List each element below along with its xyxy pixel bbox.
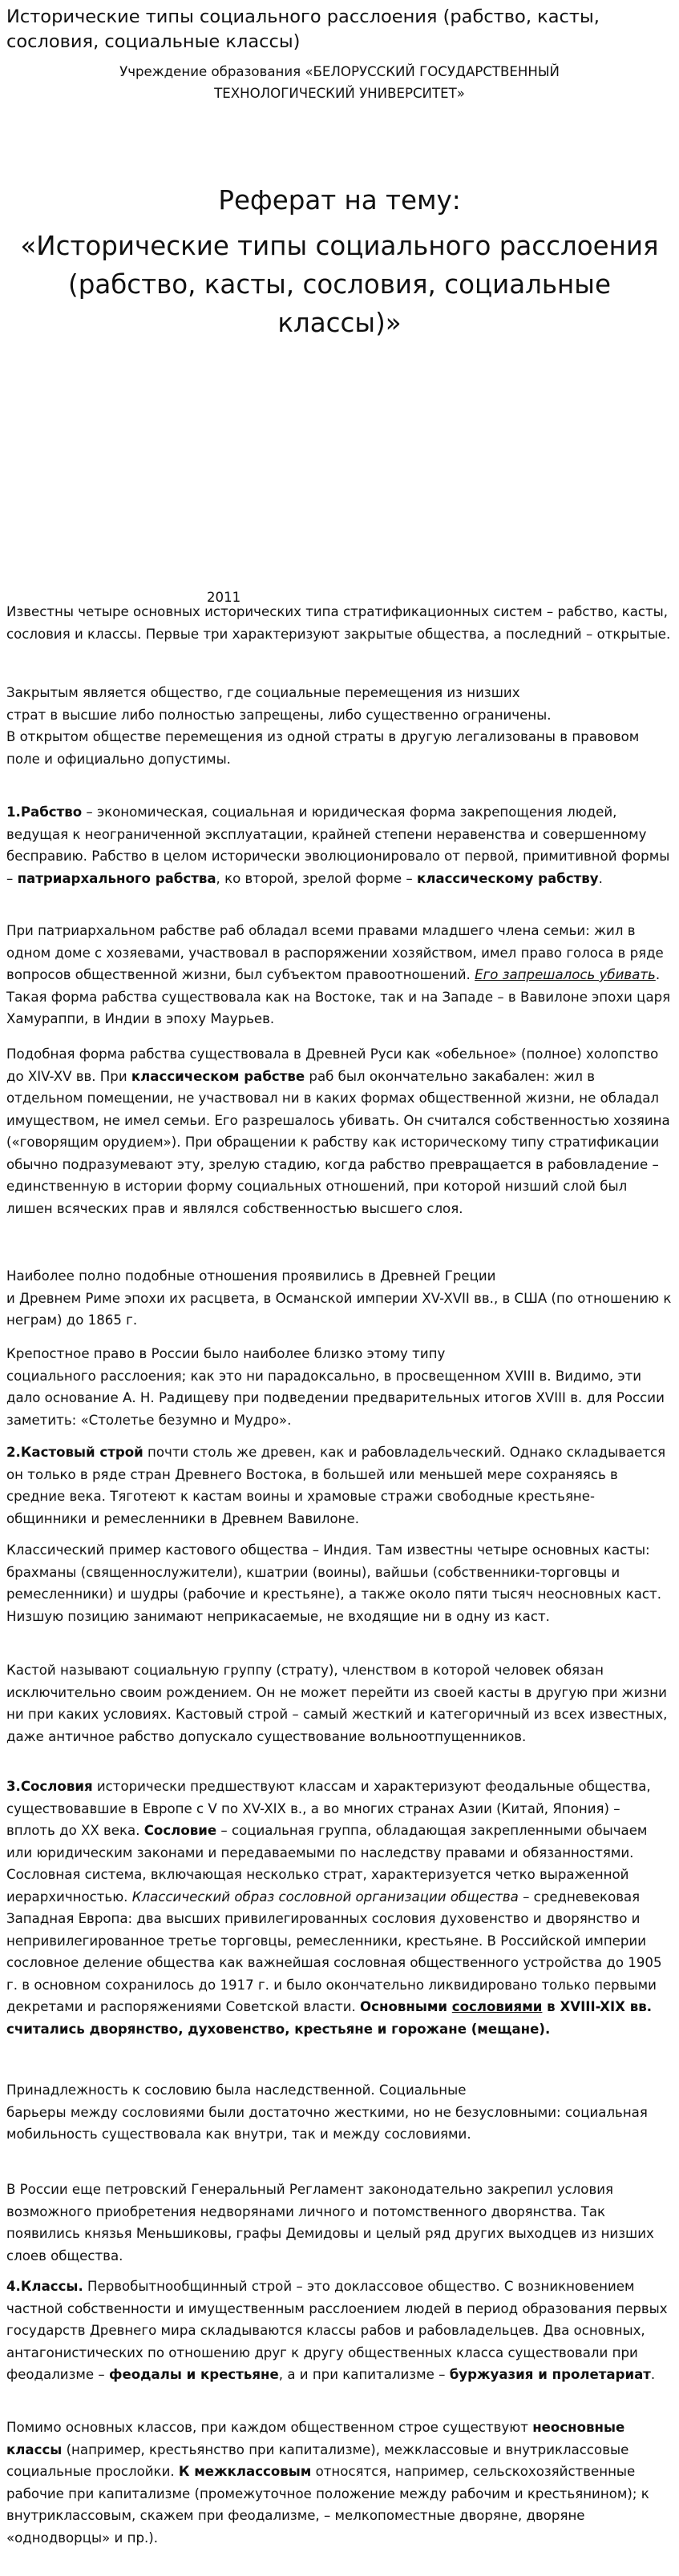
- essay-year: 2011: [207, 590, 241, 605]
- document-title: Исторические типы социального расслоения (рабство, касты, сословия, социальные классы): [6, 6, 600, 52]
- institution-line: ТЕХНОЛОГИЧЕСКИЙ УНИВЕРСИТЕТ»: [214, 86, 465, 101]
- text-span: Помимо основных классов, при каждом общественном строе существуют: [6, 2420, 533, 2435]
- paragraph-estates-heredity: [6, 2079, 672, 2146]
- section-estates-russia: [6, 2179, 672, 2267]
- section-estates-heredity: [6, 2079, 672, 2146]
- text-span: исторически предшествуют классам и характеризуют феодальные общества, существовавшие в Европе с V по XV-XIX в., а во многих странах Азии (Китай, Япония) – вплоть до XX века.: [6, 1779, 651, 1838]
- paragraph-classes-secondary: [6, 2417, 672, 2549]
- text-span: При патриархальном рабстве раб обладал всеми правами младшего члена семьи: жил в одном доме с хозяевами, участвовал в распоряжении хозяйством, имел право голоса в ряде вопросов общественной жизни, был субъектом правоотношений.: [6, 923, 664, 982]
- emphasis: в XVIII-XIX вв. считались дворянство, духовенство, крестьяне и горожане (мещане).: [6, 1999, 652, 2037]
- institution-line: Учреждение образования «БЕЛОРУССКИЙ ГОСУДАРСТВЕННЫЙ: [119, 64, 560, 79]
- essay-title: «Исторические типы социального расслоения (рабство, касты, сословия, социальные классы)»: [20, 231, 659, 338]
- section-classes: [6, 2276, 672, 2386]
- text-span: , ко второй, зрелой форме –: [216, 870, 417, 886]
- section-heading: 4.Классы.: [6, 2279, 83, 2294]
- section-castes-definition: [6, 1659, 672, 1748]
- section-slavery-classic: [6, 1043, 672, 1219]
- text-span: страт в высшие либо полностью запрещены, либо существенно ограничены.: [6, 707, 552, 723]
- emphasis: Его запрешалось убивать: [475, 967, 656, 982]
- paragraph-estates-definition: [6, 1776, 672, 2040]
- text-span: .: [650, 2367, 656, 2382]
- section-serfdom: [6, 1343, 672, 1431]
- section-castes: [6, 1441, 672, 1530]
- section-heading: 1.Рабство: [6, 804, 83, 820]
- paragraph-slavery-history: [6, 1265, 672, 1332]
- paragraph-classes-definition: [6, 2276, 672, 2386]
- section-slavery: [6, 801, 672, 889]
- essay-heading: Реферат на тему:: [218, 185, 461, 216]
- text-span: Крепостное право в России было наиболее близко этому типу: [6, 1346, 446, 1361]
- section-estates: [6, 1776, 672, 2040]
- paragraph-estates-russia: В России еще петровский Генеральный Регламент законодательно закрепил условия возможного приобретения недворянами личного и потомственного дворянства. Так появились князья Меньшиковы, графы Демидовы и целый ряд других выходцев из низших слоев общества.: [6, 2182, 654, 2264]
- text-span: почти столь же древен, как и рабовладельческий. Однако складывается он только в ряде стран Древнего Востока, в большей или меньшей мере сохраняясь в средние века. Тяготеют к кастам воины и храмовые стражи свободные крестьяне-общинники и ремесленники в Древнем Вавилоне.: [6, 1445, 666, 1526]
- emphasis: неосновные классы: [6, 2420, 625, 2457]
- emphasis: буржуазия и пролетариат: [449, 2367, 651, 2382]
- paragraph-serfdom: [6, 1343, 672, 1431]
- emphasis: феодалы и крестьяне: [108, 2367, 279, 2382]
- text-span: – средневековая Западная Европа: два высших привилегированных сословия духовенство и дворянство и непривилегированное третье торговцы, ремесленники, крестьяне. В Российской империи сословное деление общества как важнейшая сословная общественного устройства до 1905 г. в основном сохранилось до 1917 г. и было окончательно ликвидировано только первыми декретами и распоряжениями Советской власти.: [6, 1889, 662, 2014]
- text-span: Первобытнообщинный строй – это доклассовое общество. С возникновением частной собственности и имущественным расслоением людей в период образования первых государств Древнего мира складываются классы рабов и рабовладельцев. Два основных, антагонистических по отношению друг к другу общественных класса существовали при феодализме –: [6, 2279, 668, 2382]
- paragraph-closed: [6, 682, 672, 770]
- intro-section: [6, 601, 672, 645]
- paragraph-classic-slavery: [6, 1043, 672, 1219]
- text-span: .: [598, 870, 603, 886]
- text-span: . Такая форма рабства существовала как на Востоке, так и на Западе – в Вавилоне эпохи царя Хамураппи, в Индии в эпоху Маурьев.: [6, 967, 671, 1026]
- text-span: Закрытым является общество, где социальные перемещения из низших: [6, 685, 520, 700]
- text-span: – социальная группа, обладающая закрепленными обычаем или юридическим законами и передаваемыми по наследству правами и обязанностями. Сословная система, включающая несколько страт, характеризуется четко выраженной иерархичностью.: [6, 1823, 648, 1905]
- text-span: раб был окончательно закабален: жил в отдельном помещении, не участвовал ни в каких формах общественной жизни, не обладал имуществом, не имел семьи. Его разрешалось убивать. Он считался собственностью хозяина («говорящим орудием»). При обращении к рабству как историческому типу стратификации обычно подразумевают эту, зрелую стадию, когда рабство превращается в рабовладение – единственную в истории форму социальных отношений, при которой низший слой был лишен всяческих прав и являлся собственностью высшего слоя.: [6, 1068, 670, 1216]
- text-span: Наиболее полно подобные отношения проявились в Древней Греции: [6, 1268, 496, 1284]
- emphasis: Сословие: [143, 1823, 217, 1838]
- text-span: , а и при капитализме –: [278, 2367, 450, 2382]
- paragraph-caste-strata: Кастой называют социальную группу (страту), членством в которой человек обязан исключительно своим рождением. Он не может перейти из своей касты в другую при жизни ни при каких условиях. Кастовый строй – самый жесткий и категоричный из всех известных, даже античное рабство допускало существование вольноотпущенников.: [6, 1663, 668, 1744]
- text-span: В открытом обществе перемещения из одной страты в другую легализованы в правовом поле и официально допустимы.: [6, 729, 640, 767]
- section-heading: 3.Сословия: [6, 1779, 93, 1794]
- text-span: барьеры между сословиями были достаточно жесткими, но не безусловными: социальная мобильность существовала как внутри, так и между сословиями.: [6, 2104, 648, 2142]
- paragraph-patriarchal: [6, 920, 672, 1030]
- emphasis: сословиями: [451, 1999, 543, 2014]
- paragraph-slavery-definition: [6, 801, 672, 889]
- emphasis: Классический образ сословной организации общества: [131, 1889, 519, 1905]
- section-slavery-patriarchal: [6, 920, 672, 1030]
- emphasis: патриархального рабства: [17, 870, 216, 886]
- section-slavery-history: [6, 1265, 672, 1332]
- text-span: (например, крестьянство при капитализме), межклассовые и внутриклассовые социальные прослойки.: [6, 2441, 629, 2479]
- section-heading: 2.Кастовый строй: [6, 1445, 143, 1460]
- text-span: Подобная форма рабства существовала в Древней Руси как «обельное» (полное) холопство до XIV-XV вв. При: [6, 1046, 659, 1084]
- paragraph-castes-india: Классический пример кастового общества – Индия. Там известны четыре основных касты: брахманы (священнослужители), кшатрии (воины), вайшьи (собственники-торговцы и ремесленники) и шудры (рабочие и крестьяне), а также около пяти тысяч неосновных каст. Низшую позицию занимают неприкасаемые, не входящие ни в одну из каст.: [6, 1542, 661, 1624]
- text-span: – экономическая, социальная и юридическая форма закрепощения людей, ведущая к неограниченной эксплуатации, крайней степени неравенства и совершенному бесправию. Рабство в целом исторически эволюционировало от первой, примитивной формы –: [6, 804, 670, 886]
- emphasis: классическому рабству: [416, 870, 599, 886]
- text-span: социального расслоения; как это ни парадоксально, в просвещенном XVIII в. Видимо, эти дало основание А. Н. Радищеву при подведении предварительных итогов XVIII в. для России заметить: «Столетье безумно и Мудро».: [6, 1368, 665, 1428]
- emphasis: Основными: [360, 1999, 452, 2014]
- text-span: Принадлежность к сословию была наследственной. Социальные: [6, 2082, 467, 2098]
- text-span: относятся, например, сельскохозяйственные рабочие при капитализме (промежуточное положение между рабочим и крестьянином); к внутриклассовым, скажем при феодализме, – мелкопоместные дворяне, дворяне «однодворцы» и пр.).: [6, 2464, 649, 2546]
- text-span: и Древнем Риме эпохи их расцвета, в Османской империи XV-XVII вв., в США (по отношению к неграм) до 1865 г.: [6, 1290, 672, 1328]
- paragraph-castes-definition: [6, 1441, 672, 1530]
- closed-society-section: [6, 682, 672, 770]
- emphasis: К межклассовым: [178, 2464, 312, 2479]
- paragraph-intro: Известны четыре основных исторических типа стратификационных систем – рабство, касты, сословия и классы. Первые три характеризуют закрытые общества, а последний – открытые.: [6, 604, 671, 642]
- institution-name: [48, 61, 631, 104]
- section-castes-india: [6, 1539, 672, 1627]
- emphasis: классическом рабстве: [131, 1068, 305, 1084]
- section-classes-secondary: [6, 2417, 672, 2549]
